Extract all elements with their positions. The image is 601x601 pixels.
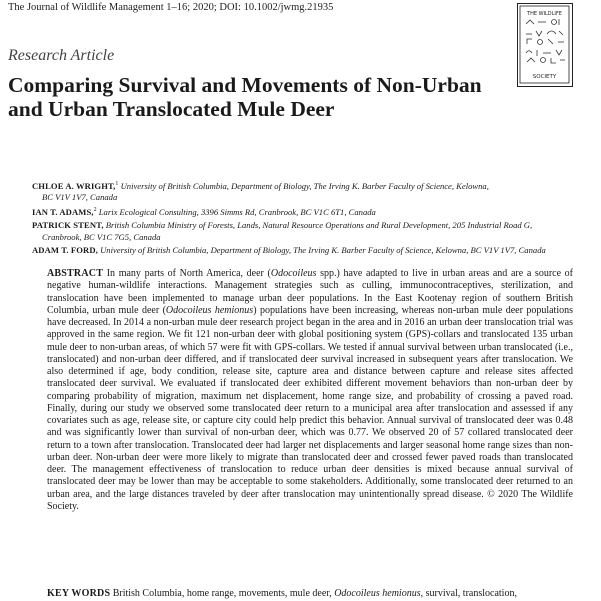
abstract-text: ) populations have been increasing, whereas non-urban mule deer populations have decreased. In 2014 a non-urban mule deer research project began in the area and in 2016 an urban deer translocation trial was approved in the same region. We fit 121 non-urban deer with global positioning system (GPS)-collars and translocated 135 urban mule deer to non-urban areas, of which 57 were fit with GPS-collars. We tested if annual survival between urban translocated (i.e., translocated) and non-urban deer differed, and if translocated deer survival increased in subsequent years after translocation. We also determined if age, body condition, release site, capture area and distance between capture and release sites affected translocated deer survival. We evaluated if translocated deer exhibited different movement behaviors than non-urban deer by comparing probability of migration, maximum net displacement, home range size, and probability of crossing a paved road. Finally, during our study we observed some translocated deer return to a municipal area after translocation and assessed if any covariates such as age, release site, or capture city could help predict this behavior. Annual survival of translocated deer was 0.48 and was significantly lower than survival of non-urban deer, which was 0.77. We observed 20 of 57 collared translocated deer return to a town after translocation. Translocated deer had larger net displacements and larger seasonal home range sizes than non-urban deer. Non-urban deer were more likely to migrate than translocated deer and crossed fewer paved roads than translocated deer. The management effectiveness of translocation to reduce urban deer densities is mixed because annual survival of translocated deer may be lower than may be acceptable to some stakeholders. Additionally, some translocated deer returned to an urban area, and the large distances traveled by deer after translocation may unintentionally spread disease. © 2020 The Wildlife Society. <box>47 304 573 512</box>
author-affiliation-cont: Cranbrook, BC V1C 7G5, Canada <box>42 231 161 242</box>
journal-citation-line: The Journal of Wildlife Management 1–16; 2020; DOI: 10.1002/jwmg.21935 <box>8 2 334 13</box>
author-affiliation: University of British Columbia, Department of Biology, The Irving K. Barber Faculty of Science, Kelowna, BC V1V 1V7, Canada <box>100 244 546 255</box>
svg-text:THE WILDLIFE: THE WILDLIFE <box>527 11 562 17</box>
keywords-text: British Columbia, home range, movements, mule deer, <box>112 588 335 599</box>
author-entry <box>32 220 580 243</box>
author-name: ADAM T. FORD, <box>32 244 98 255</box>
author-affiliation: British Columbia Ministry of Forests, Lands, Natural Resource Operations and Rural Development, 205 Industrial Road G, <box>105 220 533 231</box>
author-affiliation: Larix Ecological Consulting, 3396 Simms Rd, Cranbrook, BC V1C 6T1, Canada <box>98 207 376 218</box>
author-name: PATRICK STENT, <box>32 220 104 231</box>
author-entry <box>32 179 580 204</box>
keywords-heading: KEY WORDS <box>47 588 111 599</box>
author-affiliation-cont: BC V1V 1V7, Canada <box>42 192 118 203</box>
abstract-text: spp.) have adapted to live in urban areas and are a source of negative human-wildlife interactions. Management strategies such as culling, immunocontraceptives, sterilization, and translocation have been implemented to manage urban deer populations. In the East Kootenay region of southern British Columbia, urban mule deer ( <box>47 268 574 316</box>
author-list <box>32 179 580 258</box>
author-footnote-marker: 2 <box>93 207 97 214</box>
author-affiliation: University of British Columbia, Department of Biology, The Irving K. Barber Faculty of Science, Kelowna, <box>120 180 489 191</box>
abstract-text-italic: Odocoileus hemionus <box>165 304 254 316</box>
wildlife-society-logo <box>517 3 573 87</box>
abstract-text: In many parts of North America, deer ( <box>106 268 271 279</box>
keywords-text: , survival, translocation, <box>420 588 517 599</box>
abstract-heading: ABSTRACT <box>47 268 104 279</box>
author-footnote-marker: 1 <box>115 181 119 187</box>
author-name: IAN T. ADAMS, <box>32 207 94 218</box>
abstract-paragraph <box>47 268 573 513</box>
author-entry <box>32 245 580 257</box>
svg-text:SOCIETY: SOCIETY <box>532 74 557 80</box>
abstract-text-italic: Odocoileus <box>270 268 317 279</box>
keywords-line <box>47 588 573 600</box>
author-name: CHLOE A. WRIGHT, <box>32 180 116 191</box>
article-title: Comparing Survival and Movements of Non-Urban and Urban Translocated Mule Deer <box>8 73 482 121</box>
keywords-text-italic: Odocoileus hemionus <box>334 588 421 599</box>
article-type-label: Research Article <box>8 47 115 64</box>
author-entry <box>32 205 580 218</box>
